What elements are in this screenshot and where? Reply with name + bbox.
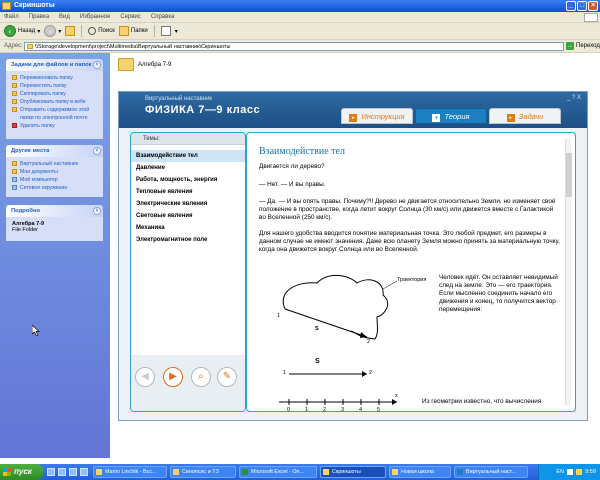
tick-label: 3: [341, 407, 345, 412]
point-label: 2: [367, 339, 371, 345]
folder-icon: [118, 58, 134, 71]
zoom-button[interactable]: [191, 367, 211, 387]
email-icon: [12, 107, 17, 112]
mouse-cursor-icon: [32, 325, 40, 336]
point-label: 1: [277, 313, 281, 319]
folder-icon: [323, 469, 329, 475]
task-copy-folder[interactable]: [12, 90, 99, 98]
menu-edit[interactable]: Правка: [28, 14, 50, 20]
computer-icon: [12, 177, 17, 182]
task-label: Переместить папку: [20, 83, 67, 89]
other-places-header[interactable]: [6, 145, 103, 157]
details-type: File Folder: [12, 227, 38, 233]
menu-bar: [0, 12, 600, 23]
place-my-documents[interactable]: [12, 168, 99, 176]
paragraph: Для нашего удобства вводится понятие материальная точка. Это любой предмет, его размеры в данном случае не имеют значения. Даже всю планету Земля можно принять за материальную точку, когда она движется вокруг Солнца или во Вселенной.: [259, 230, 560, 253]
topic-item[interactable]: Давление: [136, 165, 165, 171]
search-icon: [88, 27, 96, 35]
taskbar-item-label: Новая школа: [401, 469, 434, 475]
address-path: \\Storage\development\project\Multimedia\Виртуальный наставник\Скриншоты: [35, 44, 231, 50]
dropdown-arrow-icon[interactable]: ▾: [37, 28, 41, 35]
collapse-icon[interactable]: ˄: [93, 61, 101, 69]
prev-button[interactable]: [135, 367, 155, 387]
toolbar-separator: [154, 25, 155, 37]
folder-icon: [2, 2, 11, 10]
close-button[interactable]: ×: [588, 1, 598, 11]
next-button[interactable]: [163, 367, 183, 387]
paragraph: — Нет. — И вы правы.: [259, 181, 326, 188]
topic-item[interactable]: Работа, мощность, энергия: [136, 177, 218, 183]
topics-header: Темы:: [131, 133, 245, 145]
place-virtual-mentor[interactable]: [12, 160, 99, 168]
axis-arrowhead-icon: [392, 399, 397, 405]
trajectory-figure: [267, 261, 437, 411]
windows-flag-icon: [3, 468, 11, 476]
file-tasks-panel: [6, 59, 103, 139]
content-title: Взаимодействие тел: [259, 146, 345, 157]
task-move-folder[interactable]: [12, 82, 99, 90]
tick-label: 0: [287, 407, 291, 412]
content-scrollbar[interactable]: [565, 139, 571, 405]
paragraph: Человек идёт. Он оставляет невидимый след на земле. Это — его траектория. Если мысленно соединить начало его движения и конец, то получится вектор перемещения:: [439, 274, 558, 313]
menu-help[interactable]: Справка: [150, 14, 175, 20]
network-icon: [12, 185, 17, 190]
panel-title: Подробно: [11, 208, 41, 214]
topic-item[interactable]: Взаимодействие тел: [131, 150, 245, 162]
back-label: Назад: [18, 28, 36, 34]
trajectory-label: Траектория: [397, 277, 427, 283]
details-panel: [6, 205, 103, 241]
app-icon: [173, 469, 179, 475]
go-label: Переход: [576, 43, 600, 49]
app-title: ФИЗИКА 7—9 класс: [145, 104, 261, 116]
go-arrow-icon: →: [567, 43, 573, 49]
other-places-panel: [6, 145, 103, 197]
folders-button[interactable]: [119, 26, 148, 36]
folder-item[interactable]: [118, 58, 171, 71]
axis-x-label: x: [395, 393, 398, 399]
place-label: Виртуальный наставник: [20, 161, 78, 167]
documents-icon: [12, 169, 17, 174]
paragraph: Из геометрии известно, что вычисления: [422, 398, 542, 405]
folder-name: Алгебра 7-9: [138, 61, 172, 68]
taskbar-item[interactable]: [170, 466, 236, 478]
paragraph: — Да. — И вы опять правы. Почему?!! Дерево не двигается относительно Земли, но изменяет своё положение в пространстве, когда летит вокруг Солнца (30 км/с) или движется вместе с Галактикой во Вселенной (250 км/с).: [259, 198, 556, 221]
window-title-bar[interactable]: [0, 0, 600, 12]
sidebar-controls: [131, 355, 246, 412]
taskbar-item[interactable]: [93, 466, 167, 478]
explorer-task-pane: [0, 53, 110, 458]
displacement-vector: [285, 309, 367, 337]
task-label: Переименовать папку: [20, 75, 73, 81]
folder-icon: [27, 44, 33, 49]
app-body: [119, 128, 587, 420]
tab-theory[interactable]: [415, 108, 487, 124]
dropdown-arrow-icon[interactable]: ▾: [58, 28, 62, 35]
topic-item[interactable]: Тепловые явления: [136, 189, 193, 195]
folder-icon: [392, 469, 398, 475]
collapse-icon[interactable]: ˄: [93, 147, 101, 155]
topics-sidebar: [130, 132, 246, 412]
delete-icon: [12, 123, 17, 128]
topics-list: [131, 145, 245, 246]
arrow-right-icon: ▶: [169, 371, 177, 382]
taskbar-item[interactable]: [389, 466, 451, 478]
menu-view[interactable]: Вид: [59, 14, 70, 20]
taskbar-item-label: Скриншоты: [332, 469, 361, 475]
search-button[interactable]: [88, 27, 115, 35]
move-icon: [12, 83, 17, 88]
app-screenshot-window: [118, 91, 588, 421]
magnifier-icon: ⌕: [198, 371, 204, 382]
task-label: Отправить содержимое этой папки по электронной почте: [20, 107, 90, 121]
clock[interactable]: 9:59: [585, 469, 596, 475]
place-network[interactable]: [12, 184, 99, 192]
taskbar-item-label: Microsoft Excel - Оп...: [251, 469, 304, 475]
excel-icon: [242, 469, 248, 475]
topic-item[interactable]: Механика: [136, 225, 165, 231]
tab-instruction[interactable]: [341, 108, 413, 124]
start-label: пуск: [14, 467, 32, 476]
tick-label: 1: [305, 407, 309, 412]
tick-label: 4: [359, 407, 363, 412]
windows-logo-icon: [584, 13, 598, 22]
menu-file[interactable]: Файл: [4, 14, 19, 20]
vector-arrowhead-icon: [362, 371, 367, 377]
panel-title: Другие места: [11, 148, 50, 154]
task-publish-folder[interactable]: [12, 98, 99, 106]
vector-arrowhead-icon: [360, 332, 367, 338]
scrollbar-thumb[interactable]: [566, 153, 572, 197]
task-email-folder[interactable]: [12, 106, 99, 122]
panel-title: Задачи для файлов и папок: [11, 62, 92, 68]
task-label: Опубликовать папку в вебе: [20, 99, 86, 105]
place-my-computer[interactable]: [12, 176, 99, 184]
app-header: [119, 92, 587, 128]
taskbar-item-label: Синопсис и ТЗ: [182, 469, 219, 475]
address-bar: [0, 40, 600, 53]
topic-item[interactable]: Электрические явления: [136, 201, 208, 207]
task-label: Скопировать папку: [20, 91, 66, 97]
go-button[interactable]: [566, 42, 600, 50]
taskbar-item[interactable]: [454, 466, 528, 478]
notes-button[interactable]: [217, 367, 237, 387]
tab-label: Задачи: [518, 112, 544, 121]
app-icon: [457, 469, 463, 475]
dropdown-arrow-icon[interactable]: ▾: [174, 28, 178, 35]
details-name: Алгебра 7-9: [12, 221, 45, 227]
window-title: Скриншоты: [14, 2, 55, 9]
paragraph: Двигается ли дерево?: [259, 163, 325, 170]
tab-label: Инструкция: [361, 112, 405, 121]
tab-arrow-icon: ▾: [432, 114, 440, 122]
search-label: Поиск: [98, 28, 115, 34]
vector-label: S: [315, 358, 320, 365]
taskbar-item-label: Marim Linchik - Bcс...: [105, 469, 157, 475]
task-rename-folder[interactable]: [12, 74, 99, 82]
folders-icon: [119, 26, 129, 36]
language-indicator[interactable]: EN: [556, 469, 565, 475]
quick-launch-icon[interactable]: [69, 468, 77, 476]
toolbar: [0, 23, 600, 40]
menu-favorites[interactable]: Избранное: [79, 14, 111, 20]
menu-tools[interactable]: Сервис: [120, 14, 141, 20]
point-label: 2: [369, 370, 373, 376]
forward-arrow-icon: ›: [44, 25, 56, 37]
address-label: Адрес:: [4, 43, 23, 49]
trajectory-path: [283, 275, 387, 339]
tick-label: 5: [377, 407, 381, 412]
app-icon: [96, 469, 102, 475]
folders-label: Папки: [130, 28, 148, 34]
task-label: Удалить папку: [20, 123, 55, 129]
task-delete-folder[interactable]: [12, 122, 99, 130]
place-label: Сетевое окружение: [20, 185, 68, 191]
place-label: Мои документы: [20, 169, 58, 175]
start-button[interactable]: [0, 464, 44, 480]
arrow-left-icon: ◀: [141, 371, 149, 382]
folder-icon: [12, 161, 17, 166]
taskbar-item-label: Виртуальный наст...: [466, 469, 516, 475]
collapse-icon[interactable]: ˄: [93, 207, 101, 215]
details-header[interactable]: [6, 205, 103, 217]
tab-label: Теория: [444, 112, 470, 121]
tick-label: 2: [323, 407, 327, 412]
topic-item[interactable]: Электромагнитное поле: [136, 237, 208, 243]
tab-arrow-icon: ▸: [349, 114, 357, 122]
quick-launch-icon[interactable]: [58, 468, 66, 476]
app-subtitle: Виртуальный наставник: [145, 96, 213, 102]
point-label: 1: [283, 370, 287, 376]
up-folder-icon[interactable]: [65, 26, 75, 36]
minimize-button[interactable]: _: [566, 1, 576, 11]
taskbar-item[interactable]: [320, 466, 386, 478]
address-input[interactable]: [24, 42, 564, 51]
quick-launch-icon[interactable]: [80, 468, 88, 476]
tray-icon[interactable]: [576, 469, 582, 475]
rename-icon: [12, 75, 17, 80]
label-leader-line: [383, 281, 397, 289]
copy-icon: [12, 91, 17, 96]
theory-content: [246, 132, 576, 412]
app-window-controls[interactable]: _ ? X: [566, 95, 581, 101]
back-button[interactable]: [4, 25, 40, 37]
tray-icon[interactable]: [567, 469, 573, 475]
system-tray: [538, 464, 600, 480]
back-arrow-icon: ‹: [4, 25, 16, 37]
maximize-button[interactable]: □: [577, 1, 587, 11]
taskbar: [0, 464, 600, 480]
place-label: Мой компьютер: [20, 177, 58, 183]
pencil-icon: ✎: [222, 371, 232, 382]
vector-label: S: [315, 326, 319, 332]
topic-item[interactable]: Световые явления: [136, 213, 193, 219]
toolbar-separator: [81, 25, 82, 37]
publish-icon: [12, 99, 17, 104]
taskbar-item[interactable]: [239, 466, 317, 478]
quick-launch-icon[interactable]: [47, 468, 55, 476]
tab-tasks[interactable]: [489, 108, 561, 124]
views-icon[interactable]: [161, 26, 171, 36]
tab-arrow-icon: ▸: [507, 114, 515, 122]
forward-button[interactable]: [44, 25, 61, 37]
file-tasks-header[interactable]: [6, 59, 103, 71]
